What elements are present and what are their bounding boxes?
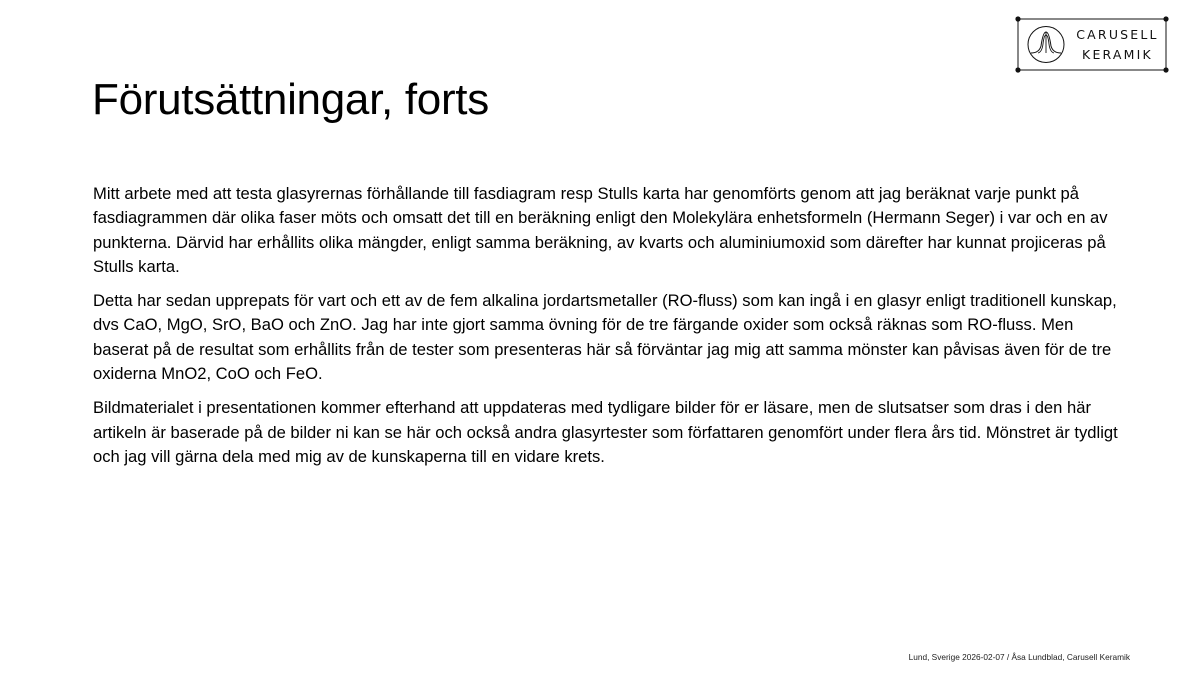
paragraph-3: Bildmaterialet i presentationen kommer efterhand att uppdateras med tydligare bilder för er läsare, men de slutsatser som dras i den här artikeln är baserade på de bilder ni kan se här och också andra glasyrtester som författaren genomfört under flera års tid. Mönstret är tydligt och jag vill gärna dela med mig av de kunskaperna till en vidare krets. [93, 398, 1118, 466]
paragraph-1: Mitt arbete med att testa glasyrernas förhållande till fasdiagram resp Stulls karta har genomförts genom att jag beräknat varje punkt på fasdiagrammen där olika faser möts och omsatt det till en beräkning enligt den Molekylära enhetsformeln (Hermann Seger) i var och en av punkterna. Därvid har erhållits olika mängder, enligt samma beräkning, av kvarts och aluminiumoxid som därefter har kunnat projiceras på Stulls karta. [93, 184, 1108, 276]
logo-line-2: KERAMIK [1082, 47, 1153, 62]
logo-line-1: CARUSELL [1076, 27, 1159, 42]
slide-title: Förutsättningar, forts [92, 75, 489, 124]
carousel-arch-icon [1028, 27, 1064, 63]
slide-body [93, 182, 1118, 479]
paragraph-2: Detta har sedan upprepats för vart och ett av de fem alkalina jordartsmetaller (RO-fluss) som kan ingå i en glasyr enligt traditionell kunskap, dvs CaO, MgO, SrO, BaO och ZnO. Jag har inte gjort samma övning för de tre färgande oxider som också räknas som RO-fluss. Men baserat på de resultat som erhållits från de tester som presenteras här så förväntar jag mig att samma mönster kan påvisas även för de tre oxiderna MnO2, CoO och FeO. [93, 291, 1117, 384]
logo-wordmark [1070, 25, 1165, 65]
slide-footer: Lund, Sverige 2026-02-07 / Åsa Lundblad, Carusell Keramik [908, 652, 1130, 662]
carusell-keramik-logo [1015, 16, 1169, 73]
